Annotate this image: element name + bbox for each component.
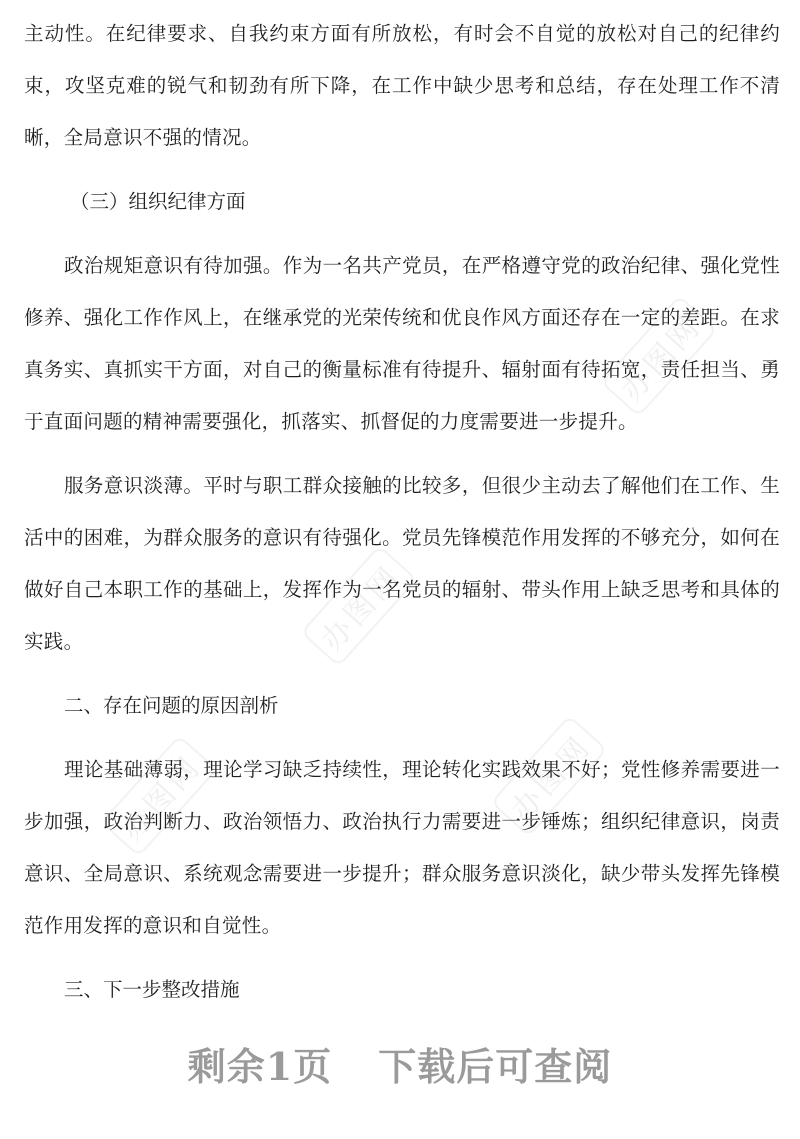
watermark: 办图网 (300, 545, 418, 667)
remaining-pages-text: 剩余1页 (187, 1044, 333, 1089)
section-heading-cause-analysis: 二、存在问题的原因剖析 (64, 694, 279, 717)
section-heading-next-steps: 三、下一步整改措施 (64, 978, 240, 1001)
document-body (24, 8, 780, 1028)
watermark: 办图网 (100, 735, 218, 857)
paragraph-continuation: 主动性。在纪律要求、自我约束方面有所放松，有时会不自觉的放松对自己的纪律约束，攻坚克难的锐气和韧劲有所下降，在工作中缺少思考和总结，存在处理工作不清晰，全局意识不强的情况。 (24, 22, 780, 149)
watermark: 办图网 (490, 715, 608, 837)
download-banner[interactable] (0, 1036, 800, 1091)
section-heading-organizational-discipline: （三）组织纪律方面 (70, 190, 246, 213)
paragraph-cause-analysis: 理论基础薄弱，理论学习缺乏持续性，理论转化实践效果不好；党性修养需要进一步加强，政治判断力、政治领悟力、政治执行力需要进一步锤炼；组织纪律意识，岗责意识、全局意识、系统观念需要进一步提升；群众服务意识淡化，缺少带头发挥先锋模范作用发挥的意识和自觉性。 (24, 758, 780, 937)
paragraph-service-awareness: 服务意识淡薄。平时与职工群众接触的比较多，但很少主动去了解他们在工作、生活中的困难，为群众服务的意识有待强化。党员先锋模范作用发挥的不够充分，如何在做好自己本职工作的基础上，发挥作为一名党员的辐射、带头作用上缺乏思考和具体的实践。 (24, 474, 780, 653)
paragraph-political-rules: 政治规矩意识有待加强。作为一名共产党员，在严格遵守党的政治纪律、强化党性修养、强化工作作风上，在继承党的光荣传统和优良作风方面还存在一定的差距。在求真务实、真抓实干方面，对自己的衡量标准有待提升、辐射面有待拓宽，责任担当、勇于直面问题的精神需要强化，抓落实、抓督促的力度需要进一步提升。 (24, 254, 780, 433)
download-to-read-text[interactable]: 下载后可查阅 (378, 1044, 613, 1089)
watermark: 办图网 (600, 295, 718, 417)
